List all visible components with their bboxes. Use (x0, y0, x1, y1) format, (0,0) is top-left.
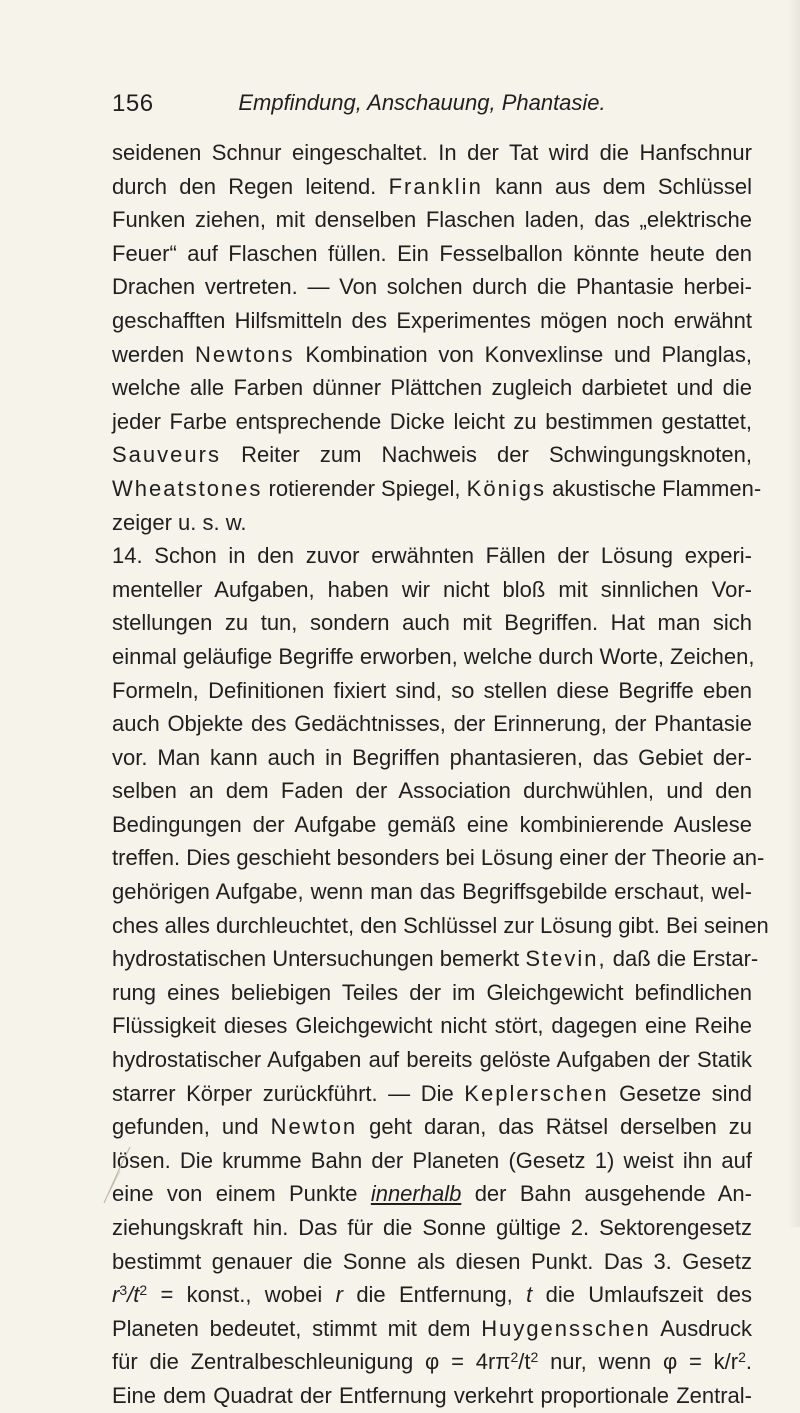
text-line: rung eines beliebigen Teiles der im Gleichgewicht befindlichen (112, 979, 752, 1005)
formula-line: für die Zentralbeschleunigung $\varphi = 4r\pi^2/t^2$ nur, wenn $\varphi = k/r^2$. (112, 1349, 753, 1375)
text-line: seidenen Schnur eingeschaltet. In der Tat wird die Hanfschnur (112, 140, 752, 165)
text-line: eine von einem Punkte innerhalb der Bahn ausgehende An- (112, 1181, 752, 1207)
text-line: lösen. Die krumme Bahn der Planeten (Gesetz 1) weist ihn auf (112, 1147, 752, 1173)
text-line: Eine dem Quadrat der Entfernung verkehrt proportionale Zentral- (112, 1382, 752, 1408)
text-line: geschafften Hilfsmitteln des Experimentes mögen noch erwähnt (112, 307, 752, 333)
text-line: Sauveurs Reiter zum Nachweis der Schwingungsknoten, (112, 442, 752, 468)
text-line: vor. Man kann auch in Begriffen phantasieren, das Gebiet der- (112, 744, 752, 770)
text-line: treffen. Dies geschieht besonders bei Lösung einer der Theorie an- (112, 845, 765, 871)
page-edge-shadow (788, 0, 800, 1227)
page-number: 156 (112, 90, 154, 117)
text-line: Formeln, Definitionen fixiert sind, so stellen diese Begriffe eben (112, 677, 752, 703)
text-line: ches alles durchleuchtet, den Schlüssel zur Lösung gibt. Bei seinen (112, 912, 769, 938)
text-line: hydrostatischen Untersuchungen bemerkt Stevin, daß die Erstar- (112, 946, 759, 972)
text-line: auch Objekte des Gedächtnisses, der Erinnerung, der Phantasie (112, 711, 752, 737)
text-line: welche alle Farben dünner Plättchen zugleich darbietet und die (112, 375, 752, 401)
text-line: stellungen zu tun, sondern auch mit Begriffen. Hat man sich (112, 610, 752, 636)
page-header (112, 90, 732, 126)
formula-line: $r^3/t^2$ = konst., wobei r die Entfernung, t die Umlaufszeit des (112, 1282, 752, 1308)
running-title: Empfindung, Anschauung, Phantasie. (238, 90, 606, 115)
text-line: starrer Körper zurückführt. — Die Keplerschen Gesetze sind (112, 1080, 753, 1106)
text-line: Bedingungen der Aufgabe gemäß eine kombinierende Auslese (112, 811, 752, 837)
text-line: Flüssigkeit dieses Gleichgewicht nicht stört, dagegen eine Reihe (112, 1013, 752, 1039)
text-line: gefunden, und Newton geht daran, das Rätsel derselben zu (112, 1114, 752, 1140)
text-line: werden Newtons Kombination von Konvexlinse und Planglas, (112, 341, 752, 367)
text-line: gehörigen Aufgabe, wenn man das Begriffsgebilde erschaut, wel- (112, 879, 752, 905)
text-line: einmal geläufige Begriffe erworben, welche durch Worte, Zeichen, (112, 643, 755, 669)
body-text (112, 136, 769, 1413)
text-line: bestimmt genauer die Sonne als diesen Punkt. Das 3. Gesetz (112, 1248, 752, 1274)
text-line: Drachen vertreten. — Von solchen durch die Phantasie herbei- (112, 274, 752, 300)
text-line: hydrostatischer Aufgaben auf bereits gelöste Aufgaben der Statik (112, 1047, 752, 1073)
emphasis-innerhalb: innerhalb (370, 1181, 462, 1207)
text-line: zeiger u. s. w. (112, 509, 247, 535)
text-line: selben an dem Faden der Association durchwühlen, und den (112, 778, 752, 804)
pencil-mark (100, 1145, 140, 1205)
text-line: durch den Regen leitend. Franklin kann aus dem Schlüssel (112, 173, 752, 199)
text-line: ziehungskraft hin. Das für die Sonne gültige 2. Sektorengesetz (112, 1215, 752, 1240)
text-line: Wheatstones rotierender Spiegel, Königs akustische Flammen- (112, 475, 762, 501)
text-line: jeder Farbe entsprechende Dicke leicht zu bestimmen gestattet, (112, 408, 752, 434)
section-14-start: 14. Schon in den zuvor erwähnten Fällen der Lösung experi- (112, 543, 752, 569)
text-line: menteller Aufgaben, haben wir nicht bloß mit sinnlichen Vor- (112, 576, 752, 602)
text-line: Feuer“ auf Flaschen füllen. Ein Fesselballon könnte heute den (112, 240, 752, 266)
text-line: Planeten bedeutet, stimmt mit dem Huygensschen Ausdruck (112, 1315, 752, 1341)
text-line: Funken ziehen, mit denselben Flaschen laden, das „elektrische (112, 207, 752, 233)
